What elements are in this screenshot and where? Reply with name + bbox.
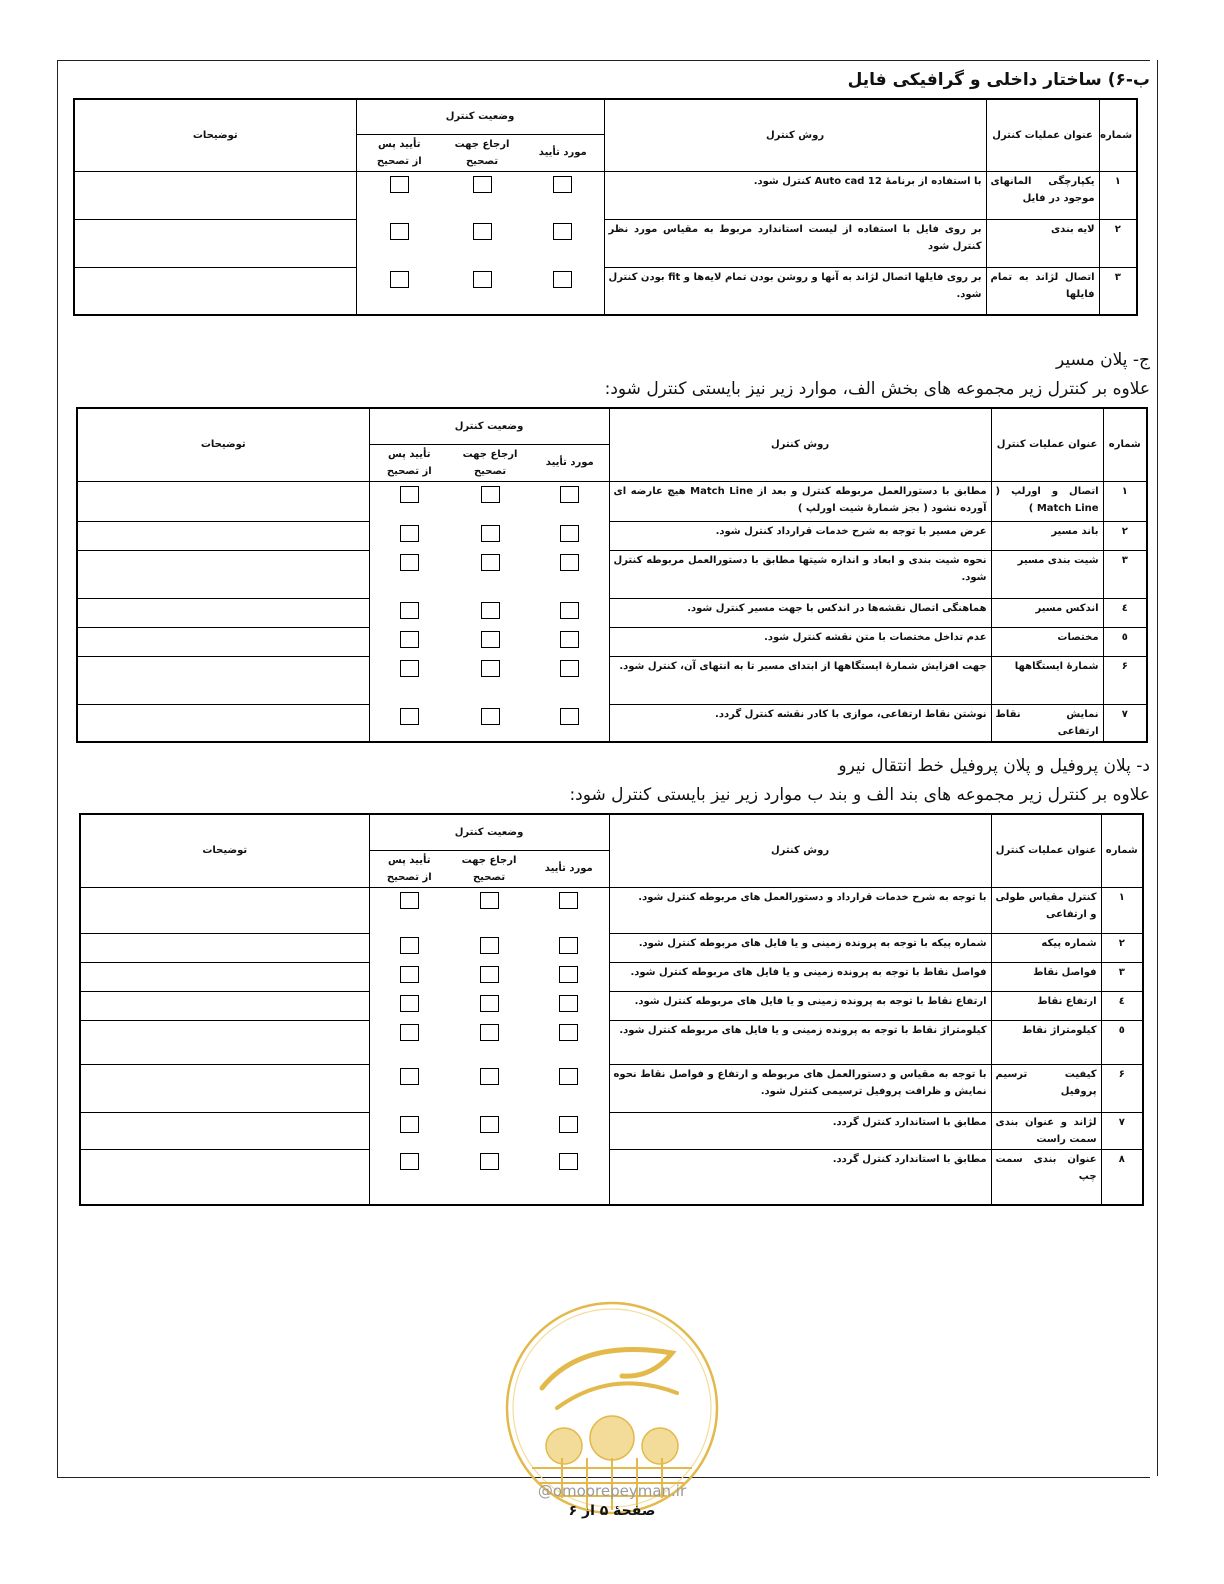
row-notes (77, 481, 369, 521)
status-return-cell (449, 1020, 529, 1064)
status-approved-cell (529, 1064, 609, 1112)
table-row (77, 656, 1147, 704)
row-number: ٣ (1099, 267, 1137, 315)
status-after-checkbox[interactable] (400, 525, 419, 542)
status-return-checkbox[interactable] (481, 486, 500, 503)
header-number: شماره (1101, 814, 1143, 887)
row-notes (77, 627, 369, 656)
header-after (369, 850, 449, 887)
status-approved-checkbox[interactable] (559, 937, 578, 954)
row-notes (77, 656, 369, 704)
status-after-checkbox[interactable] (400, 1116, 419, 1133)
header-number: شماره (1103, 408, 1147, 481)
table-row (80, 1149, 1143, 1205)
status-approved-checkbox[interactable] (559, 1153, 578, 1170)
header-approved (529, 850, 609, 887)
status-return-cell (449, 1149, 529, 1205)
at-icon: @ (537, 1482, 553, 1500)
status-after-checkbox[interactable] (400, 1068, 419, 1085)
row-notes (77, 521, 369, 550)
section-d-table (79, 813, 1144, 1206)
row-method: نوشتن نقاط ارتفاعی، موازی با کادر نقشه کنترل گردد. (609, 704, 991, 742)
status-approved-cell (529, 991, 609, 1020)
status-approved-cell (531, 656, 609, 704)
status-after-cell (369, 933, 449, 962)
table-row (77, 704, 1147, 742)
row-method: عدم تداخل مختصات با متن نقشه کنترل شود. (609, 627, 991, 656)
status-after-cell (356, 171, 442, 219)
status-return-checkbox[interactable] (480, 937, 499, 954)
row-title: لژاند و عنوان بندی سمت راست (991, 1112, 1101, 1149)
row-number: ٧ (1103, 704, 1147, 742)
header-return-line2: تصحیح (465, 155, 499, 167)
row-notes (77, 550, 369, 598)
header-return (449, 850, 529, 887)
table-row (80, 962, 1143, 991)
status-approved-checkbox[interactable] (559, 1116, 578, 1133)
status-return-cell (449, 933, 529, 962)
status-return-checkbox[interactable] (480, 1068, 499, 1085)
table-row (80, 933, 1143, 962)
status-approved-checkbox[interactable] (560, 631, 579, 648)
row-title: باند مسیر (991, 521, 1103, 550)
status-approved-cell (531, 598, 609, 627)
row-method: با استفاده از برنامهٔ Auto cad 12 کنترل شود. (604, 171, 986, 219)
section-c-intro: علاوه بر کنترل زیر مجموعه های بخش الف، موارد زیر نیز بایستی کنترل شود: (604, 379, 1150, 399)
status-return-cell (449, 598, 531, 627)
status-approved-cell (529, 1020, 609, 1064)
table-row (77, 627, 1147, 656)
table-row (80, 1112, 1143, 1149)
header-return (442, 134, 522, 171)
row-number: ۶ (1103, 656, 1147, 704)
status-after-cell (369, 991, 449, 1020)
header-number: شماره (1099, 99, 1137, 171)
status-return-cell (442, 171, 522, 219)
row-method: عرض مسیر با توجه به شرح خدمات قرارداد کنترل شود. (609, 521, 991, 550)
row-title: کیفیت ترسیم پروفیل (991, 1064, 1101, 1112)
status-return-cell (449, 962, 529, 991)
status-return-cell (449, 991, 529, 1020)
status-return-checkbox[interactable] (480, 1024, 499, 1041)
row-method: با توجه به شرح خدمات قرارداد و دستورالعمل های مربوطه کنترل شود. (609, 887, 991, 933)
header-status: وضعیت کنترل (369, 814, 609, 850)
status-return-cell (449, 627, 531, 656)
table-row (80, 1064, 1143, 1112)
header-after-line1: تأیید پس (378, 138, 421, 150)
status-approved-checkbox[interactable] (560, 486, 579, 503)
status-after-cell (369, 481, 449, 521)
status-return-checkbox[interactable] (481, 660, 500, 677)
header-after-line2: از تصحیح (386, 871, 432, 883)
header-approved-line1: مورد تأیید (544, 863, 593, 874)
row-method: مطابق با دستورالعمل مربوطه کنترل و بعد از Match Line هیچ عارضه ای آورده نشود ( بجز شمارهٔ شیت اورلپ ) (609, 481, 991, 521)
row-title: اتصال و اورلپ ( Match Line ) (991, 481, 1103, 521)
row-number: ۶ (1101, 1064, 1143, 1112)
row-notes (80, 1064, 369, 1112)
status-return-cell (449, 887, 529, 933)
status-after-cell (369, 704, 449, 742)
status-return-cell (449, 1064, 529, 1112)
status-approved-cell (529, 1112, 609, 1149)
row-title: کنترل مقیاس طولی و ارتفاعی (991, 887, 1101, 933)
status-approved-cell (531, 481, 609, 521)
row-method: کیلومتراژ نقاط با توجه به پرونده زمینی و یا فایل های مربوطه کنترل شود. (609, 1020, 991, 1064)
status-return-checkbox[interactable] (481, 631, 500, 648)
row-title: لایه بندی (986, 219, 1099, 267)
status-return-cell (442, 267, 522, 315)
row-notes (74, 219, 356, 267)
header-return-line1: ارجاع جهت (454, 138, 510, 150)
status-after-checkbox[interactable] (390, 271, 409, 288)
header-return-line1: ارجاع جهت (461, 854, 517, 866)
header-method: روش کنترل (609, 814, 991, 887)
row-title: یکپارچگی المانهای موجود در فایل (986, 171, 1099, 219)
row-title: اندکس مسیر (991, 598, 1103, 627)
row-notes (74, 267, 356, 315)
status-approved-checkbox[interactable] (560, 602, 579, 619)
status-after-cell (369, 1112, 449, 1149)
row-notes (80, 933, 369, 962)
row-method: جهت افزایش شمارهٔ ایستگاهها از ابتدای مسیر تا به انتهای آن، کنترل شود. (609, 656, 991, 704)
row-notes (80, 1149, 369, 1205)
header-method: روش کنترل (604, 99, 986, 171)
table-row (74, 219, 1137, 267)
status-after-cell (356, 219, 442, 267)
row-title: شیت بندی مسیر (991, 550, 1103, 598)
row-title: عنوان بندی سمت چپ (991, 1149, 1101, 1205)
row-number: ١ (1099, 171, 1137, 219)
status-return-cell (449, 1112, 529, 1149)
section-b-table (73, 98, 1138, 316)
row-title: فواصل نقاط (991, 962, 1101, 991)
table-row (80, 1020, 1143, 1064)
status-after-cell (369, 1020, 449, 1064)
header-notes: توضیحات (80, 814, 369, 887)
status-after-checkbox[interactable] (400, 708, 419, 725)
status-approved-checkbox[interactable] (560, 525, 579, 542)
row-title: شمارهٔ ایستگاهها (991, 656, 1103, 704)
row-title: نمایش نقاط ارتفاعی (991, 704, 1103, 742)
status-after-checkbox[interactable] (400, 631, 419, 648)
header-after-line2: از تصحیح (376, 155, 422, 167)
status-approved-cell (529, 933, 609, 962)
row-method: با توجه به مقیاس و دستورالعمل های مربوطه و ارتفاع و فواصل نقاط نحوه نمایش و ظرافت پروفیل ترسیمی کنترل شود. (609, 1064, 991, 1112)
status-return-cell (442, 219, 522, 267)
status-after-cell (369, 1064, 449, 1112)
status-approved-cell (531, 704, 609, 742)
row-notes (80, 887, 369, 933)
header-return-line2: تصحیح (472, 871, 506, 883)
table-row (77, 598, 1147, 627)
status-approved-cell (522, 219, 604, 267)
status-after-cell (369, 962, 449, 991)
status-after-checkbox[interactable] (390, 176, 409, 193)
table-row (80, 887, 1143, 933)
status-approved-cell (529, 1149, 609, 1205)
status-return-checkbox[interactable] (473, 223, 492, 240)
status-approved-cell (531, 550, 609, 598)
row-number: ٥ (1101, 1020, 1143, 1064)
row-number: ٢ (1099, 219, 1137, 267)
row-notes (74, 171, 356, 219)
status-after-cell (369, 1149, 449, 1205)
status-approved-cell (522, 267, 604, 315)
row-method: بر روی فایل با استفاده از لیست استاندارد مربوط به مقیاس مورد نظر کنترل شود (604, 219, 986, 267)
row-method: هماهنگی اتصال نقشه‌ها در اندکس با جهت مسیر کنترل شود. (609, 598, 991, 627)
row-notes (80, 991, 369, 1020)
row-number: ٣ (1101, 962, 1143, 991)
row-title: ارتفاع نقاط (991, 991, 1101, 1020)
row-method: بر روی فایلها اتصال لژاند به آنها و روشن بودن تمام لایه‌ها و fit بودن کنترل شود. (604, 267, 986, 315)
table-row (77, 521, 1147, 550)
table-row (80, 991, 1143, 1020)
section-d-heading: د- پلان پروفیل و پلان پروفیل خط انتقال نیرو (838, 756, 1150, 776)
status-after-cell (369, 656, 449, 704)
status-return-checkbox[interactable] (480, 892, 499, 909)
header-title: عنوان عملیات کنترل (991, 408, 1103, 481)
status-after-cell (369, 887, 449, 933)
header-return (449, 444, 531, 481)
row-title: کیلومتراژ نقاط (991, 1020, 1101, 1064)
header-method: روش کنترل (609, 408, 991, 481)
header-status: وضعیت کنترل (356, 99, 604, 134)
row-notes (80, 962, 369, 991)
header-after (369, 444, 449, 481)
header-notes: توضیحات (77, 408, 369, 481)
status-approved-checkbox[interactable] (553, 223, 572, 240)
status-after-checkbox[interactable] (400, 937, 419, 954)
row-title: شماره پیکه (991, 933, 1101, 962)
status-after-cell (356, 267, 442, 315)
row-notes (77, 598, 369, 627)
page-number: صفحهٔ ۵ از ۶ (568, 1503, 656, 1519)
footer-website (0, 1482, 1224, 1500)
status-approved-checkbox[interactable] (553, 176, 572, 193)
row-method: شماره پیکه با توجه به پرونده زمینی و یا فایل های مربوطه کنترل شود. (609, 933, 991, 962)
status-after-checkbox[interactable] (390, 223, 409, 240)
row-number: ١ (1101, 887, 1143, 933)
header-after-line1: تأیید پس (388, 854, 431, 866)
row-number: ٢ (1103, 521, 1147, 550)
status-after-cell (369, 521, 449, 550)
status-approved-checkbox[interactable] (559, 966, 578, 983)
table-row (74, 267, 1137, 315)
row-method: فواصل نقاط با توجه به پرونده زمینی و یا فایل های مربوطه کنترل شود. (609, 962, 991, 991)
status-return-checkbox[interactable] (481, 602, 500, 619)
table-row (77, 481, 1147, 521)
status-after-checkbox[interactable] (400, 1153, 419, 1170)
status-return-checkbox[interactable] (480, 966, 499, 983)
status-after-checkbox[interactable] (400, 602, 419, 619)
status-approved-checkbox[interactable] (559, 892, 578, 909)
status-return-cell (449, 521, 531, 550)
status-approved-checkbox[interactable] (559, 1024, 578, 1041)
status-after-checkbox[interactable] (400, 1024, 419, 1041)
row-number: ٤ (1101, 991, 1143, 1020)
header-return-line1: ارجاع جهت (462, 448, 518, 460)
row-number: ٥ (1103, 627, 1147, 656)
header-after-line1: تأیید پس (388, 448, 431, 460)
status-return-checkbox[interactable] (481, 525, 500, 542)
row-title: اتصال لژاند به تمام فایلها (986, 267, 1099, 315)
status-approved-checkbox[interactable] (560, 708, 579, 725)
section-b-heading: ب-۶) ساختار داخلی و گرافیکی فایل (847, 70, 1150, 90)
row-number: ٤ (1103, 598, 1147, 627)
row-method: مطابق با استاندارد کنترل گردد. (609, 1149, 991, 1205)
row-number: ١ (1103, 481, 1147, 521)
status-return-cell (449, 704, 531, 742)
header-approved-line1: مورد تأیید (545, 457, 594, 468)
status-after-checkbox[interactable] (400, 486, 419, 503)
status-approved-checkbox[interactable] (559, 995, 578, 1012)
row-number: ٢ (1101, 933, 1143, 962)
footer-website-text: omoorepeyman.ir (552, 1482, 687, 1500)
status-return-cell (449, 481, 531, 521)
row-method: مطابق با استاندارد کنترل گردد. (609, 1112, 991, 1149)
header-title: عنوان عملیات کنترل (986, 99, 1099, 171)
status-approved-cell (529, 962, 609, 991)
status-after-checkbox[interactable] (400, 892, 419, 909)
row-method: ارتفاع نقاط با توجه به پرونده زمینی و یا فایل های مربوطه کنترل شود. (609, 991, 991, 1020)
header-notes: توضیحات (74, 99, 356, 171)
status-return-cell (449, 656, 531, 704)
status-approved-cell (531, 627, 609, 656)
status-return-checkbox[interactable] (473, 176, 492, 193)
status-approved-checkbox[interactable] (560, 660, 579, 677)
status-approved-checkbox[interactable] (560, 554, 579, 571)
section-c-heading: ج- پلان مسیر (1055, 350, 1150, 370)
status-return-cell (449, 550, 531, 598)
row-number: ٧ (1101, 1112, 1143, 1149)
header-after (356, 134, 442, 171)
status-approved-cell (529, 887, 609, 933)
status-approved-checkbox[interactable] (553, 271, 572, 288)
row-number: ٨ (1101, 1149, 1143, 1205)
status-return-checkbox[interactable] (480, 1153, 499, 1170)
status-approved-cell (531, 521, 609, 550)
table-row (74, 171, 1137, 219)
header-approved (531, 444, 609, 481)
status-return-checkbox[interactable] (473, 271, 492, 288)
status-return-checkbox[interactable] (480, 995, 499, 1012)
row-method: نحوه شیت بندی و ابعاد و اندازه شیتها مطابق با دستورالعمل مربوطه کنترل شود. (609, 550, 991, 598)
row-number: ٣ (1103, 550, 1147, 598)
header-approved-line1: مورد تأیید (538, 147, 587, 158)
status-after-cell (369, 598, 449, 627)
status-return-checkbox[interactable] (481, 708, 500, 725)
status-after-checkbox[interactable] (400, 660, 419, 677)
section-d-intro: علاوه بر کنترل زیر مجموعه های بند الف و بند ب موارد زیر نیز بایستی کنترل شود: (569, 785, 1150, 805)
header-title: عنوان عملیات کنترل (991, 814, 1101, 887)
status-after-checkbox[interactable] (400, 995, 419, 1012)
status-after-checkbox[interactable] (400, 966, 419, 983)
table-row (77, 550, 1147, 598)
row-title: مختصات (991, 627, 1103, 656)
status-return-checkbox[interactable] (480, 1116, 499, 1133)
status-approved-cell (522, 171, 604, 219)
header-status: وضعیت کنترل (369, 408, 609, 444)
row-notes (80, 1112, 369, 1149)
row-notes (77, 704, 369, 742)
status-return-checkbox[interactable] (481, 554, 500, 571)
status-after-checkbox[interactable] (400, 554, 419, 571)
header-after-line2: از تصحیح (386, 465, 432, 477)
section-c-table (76, 407, 1148, 743)
status-after-cell (369, 550, 449, 598)
header-approved (522, 134, 604, 171)
row-notes (80, 1020, 369, 1064)
status-approved-checkbox[interactable] (559, 1068, 578, 1085)
status-after-cell (369, 627, 449, 656)
header-return-line2: تصحیح (473, 465, 507, 477)
